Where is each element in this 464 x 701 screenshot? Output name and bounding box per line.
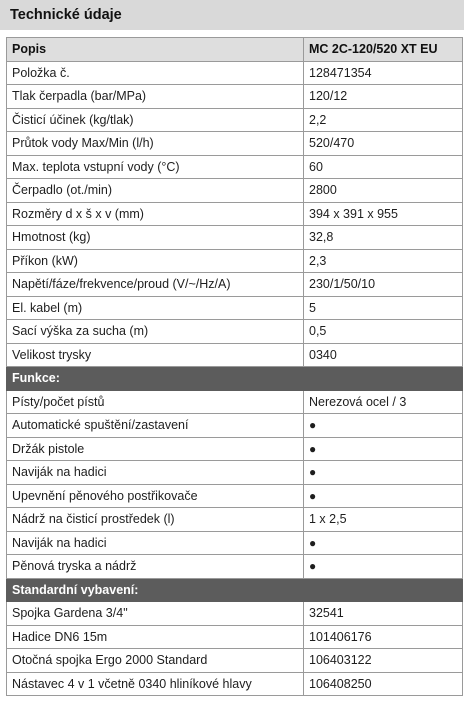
spec-table [6,37,463,696]
title-bar [0,0,464,30]
spec-label: Velikost trysky [7,343,304,367]
table-row [7,461,463,485]
section-title: Funkce: [7,367,304,391]
function-label: Naviják na hadici [7,531,304,555]
table-row [7,85,463,109]
header-label: Popis [7,38,304,62]
spec-label: El. kabel (m) [7,296,304,320]
table-row [7,202,463,226]
section-header-functions [7,367,463,391]
spec-value: 394 x 391 x 955 [304,202,463,226]
accessory-label: Hadice DN6 15m [7,625,304,649]
spec-label: Položka č. [7,61,304,85]
table-row [7,179,463,203]
table-row [7,226,463,250]
accessory-label: Nástavec 4 v 1 včetně 0340 hliníkové hlavy [7,672,304,696]
table-row [7,108,463,132]
function-label: Držák pistole [7,437,304,461]
table-row [7,132,463,156]
spec-label: Čerpadlo (ot./min) [7,179,304,203]
table-row [7,602,463,626]
spec-label: Průtok vody Max/Min (l/h) [7,132,304,156]
table-row [7,155,463,179]
table-row [7,625,463,649]
header-model: MC 2C-120/520 XT EU [304,38,463,62]
table-row [7,296,463,320]
spec-label: Napětí/fáze/frekvence/proud (V/~/Hz/A) [7,273,304,297]
function-label: Písty/počet pístů [7,390,304,414]
spec-label: Sací výška za sucha (m) [7,320,304,344]
table-row [7,531,463,555]
table-row [7,672,463,696]
table-row [7,61,463,85]
spec-label: Příkon (kW) [7,249,304,273]
table-header-row [7,38,463,62]
table-row [7,508,463,532]
function-label: Nádrž na čisticí prostředek (l) [7,508,304,532]
spec-value: 2,3 [304,249,463,273]
spec-label: Čisticí účinek (kg/tlak) [7,108,304,132]
table-row [7,484,463,508]
table-row [7,414,463,438]
spec-label: Tlak čerpadla (bar/MPa) [7,85,304,109]
spec-value: 5 [304,296,463,320]
accessory-label: Spojka Gardena 3/4" [7,602,304,626]
section-title: Standardní vybavení: [7,578,304,602]
spec-value: 60 [304,155,463,179]
spec-value: 2800 [304,179,463,203]
spec-label: Max. teplota vstupní vody (°C) [7,155,304,179]
table-row [7,437,463,461]
bullet-icon: ● [304,437,463,461]
function-value: Nerezová ocel / 3 [304,390,463,414]
function-label: Naviják na hadici [7,461,304,485]
bullet-icon: ● [304,531,463,555]
spec-value: 0,5 [304,320,463,344]
section-empty-cell [304,578,463,602]
spec-value: 2,2 [304,108,463,132]
table-row [7,649,463,673]
accessory-code: 32541 [304,602,463,626]
page-title: Technické údaje [10,7,122,23]
bullet-icon: ● [304,484,463,508]
bullet-icon: ● [304,414,463,438]
accessory-code: 106403122 [304,649,463,673]
table-row [7,320,463,344]
spec-value: 0340 [304,343,463,367]
accessory-code: 101406176 [304,625,463,649]
spec-value: 230/1/50/10 [304,273,463,297]
table-row [7,249,463,273]
bullet-icon: ● [304,555,463,579]
accessory-label: Otočná spojka Ergo 2000 Standard [7,649,304,673]
function-label: Automatické spuštění/zastavení [7,414,304,438]
bullet-icon: ● [304,461,463,485]
function-label: Upevnění pěnového postřikovače [7,484,304,508]
spec-value: 32,8 [304,226,463,250]
table-row [7,555,463,579]
section-empty-cell [304,367,463,391]
spec-value: 520/470 [304,132,463,156]
spec-value: 128471354 [304,61,463,85]
table-row [7,343,463,367]
table-row [7,390,463,414]
spec-value: 120/12 [304,85,463,109]
spec-label: Rozměry d x š x v (mm) [7,202,304,226]
section-header-standard [7,578,463,602]
table-row [7,273,463,297]
accessory-code: 106408250 [304,672,463,696]
function-value: 1 x 2,5 [304,508,463,532]
function-label: Pěnová tryska a nádrž [7,555,304,579]
spec-label: Hmotnost (kg) [7,226,304,250]
